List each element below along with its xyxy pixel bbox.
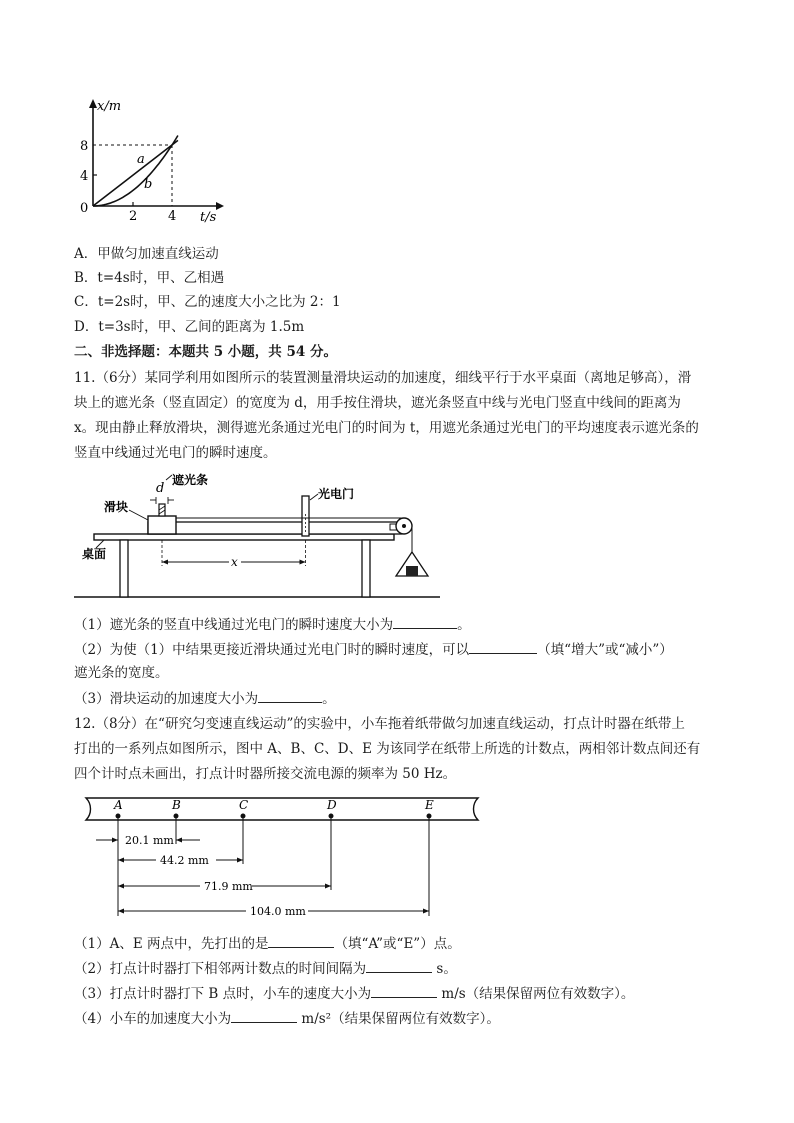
svg-text:E: E [425, 798, 434, 812]
curve-a-label: a [137, 152, 145, 167]
q11-answer-3-blank[interactable] [258, 688, 322, 703]
q12-sub-1: （1）A、E 两点中，先打出的是 （填“A”或“E”）点。 [74, 933, 461, 954]
q12-answer-3-blank[interactable] [371, 983, 437, 998]
option-a-letter: A． [74, 246, 98, 262]
q12-tape-figure [76, 792, 486, 922]
svg-text:B: B [172, 798, 181, 812]
q12-answer-4-blank[interactable] [231, 1008, 297, 1023]
q11-line-1: 11.（6分）某同学利用如图所示的装置测量滑块运动的加速度，细线平行于水平桌面（离地足够高），滑 [74, 370, 692, 386]
svg-text:71.9 mm: 71.9 mm [204, 880, 253, 893]
q12-line-1: 12.（8分）在“研究匀变速直线运动”的实验中，小车拖着纸带做匀加速直线运动，打点计时器在纸带上 [74, 716, 685, 732]
q12-line-2: 打出的一系列点如图所示，图中 A、B、C、D、E 为该同学在纸带上所选的计数点，两相邻计数点间还有 [74, 741, 701, 757]
dimension-ac [118, 854, 243, 867]
shade-strip [159, 504, 165, 516]
svg-text:104.0 mm: 104.0 mm [250, 905, 306, 918]
x-tick-label-2: 2 [129, 209, 138, 224]
q11-apparatus-figure [74, 470, 440, 610]
x-axis-arrow [216, 202, 224, 210]
q11-answer-1-blank[interactable] [393, 614, 457, 629]
q11-sub-2: （2）为使（1）中结果更接近滑块通过光电门时的瞬时速度，可以 （填“增大”或“减小”） [74, 639, 673, 660]
q12-sub-3: （3）打点计时器打下 B 点时，小车的速度大小为 m/s（结果保留两位有效数字）。 [74, 983, 634, 1004]
q11-sub-3: （3）滑块运动的加速度大小为 。 [74, 688, 336, 709]
slider-block [148, 516, 176, 534]
xt-graph-svg [76, 96, 226, 226]
d-label: d [156, 481, 165, 496]
curve-b-label: b [144, 177, 153, 192]
curve-a [93, 140, 178, 206]
q12-tape-svg [76, 792, 486, 922]
table-label: 桌面 [82, 547, 107, 561]
dimension-ae [118, 905, 429, 918]
svg-text:44.2 mm: 44.2 mm [160, 854, 209, 867]
tape-point-d [326, 798, 337, 890]
q12-answer-1-blank[interactable] [268, 933, 334, 948]
table-leg-left [120, 540, 128, 597]
option-b [74, 268, 224, 288]
option-c-letter: C． [74, 294, 98, 310]
option-b-letter: B． [74, 270, 98, 286]
option-d-text: t=3s时，甲、乙间的距离为 1.5m [98, 319, 305, 335]
q11-line-3: x。现由静止释放滑块，测得遮光条通过光电门的时间为 t，用遮光条通过光电门的平均速度表示遮光条的 [74, 420, 699, 436]
q11-answer-2-blank[interactable] [469, 639, 537, 654]
option-a-text: 甲做匀加速直线运动 [97, 246, 219, 262]
svg-text:D: D [327, 798, 337, 812]
option-c [74, 292, 341, 312]
option-c-text: t=2s时，甲、乙的速度大小之比为 2：1 [97, 294, 341, 310]
photogate-label: 光电门 [318, 487, 355, 501]
q11-sub-2-line-2: 遮光条的宽度。 [74, 665, 169, 681]
dimension-ad [118, 880, 331, 893]
air-track [148, 522, 402, 534]
x-tick-label-4: 4 [168, 209, 177, 224]
table-leg-right [362, 540, 370, 597]
xt-graph [76, 96, 226, 226]
x-axis-label: t/s [200, 210, 217, 225]
table-top [94, 534, 394, 540]
option-a [74, 244, 219, 264]
q11-line-2: 块上的遮光条（竖直固定）的宽度为 d，用手按住滑块，遮光条竖直中线与光电门竖直中线间的距离为 [74, 395, 681, 411]
q12-sub-2: （2）打点计时器打下相邻两计数点的时间间隔为 s。 [74, 958, 457, 979]
x-distance-label: x [231, 555, 238, 569]
q12-answer-2-blank[interactable] [366, 958, 432, 973]
y-axis-label: x/m [97, 99, 122, 114]
q11-sub-1: （1）遮光条的竖直中线通过光电门的瞬时速度大小为 。 [74, 614, 471, 635]
svg-text:A: A [114, 798, 123, 812]
option-d [74, 317, 304, 337]
y-axis-arrow [89, 99, 97, 108]
q11-line-4: 竖直中线通过光电门的瞬时速度。 [74, 445, 277, 461]
svg-text:C: C [239, 798, 249, 812]
tape-point-c [239, 798, 248, 864]
svg-text:20.1 mm: 20.1 mm [125, 834, 174, 847]
option-d-letter: D． [74, 319, 99, 335]
slider-label: 滑块 [104, 500, 129, 514]
q11-apparatus-svg [74, 470, 440, 610]
section-2-title: 二、非选择题：本题共 5 小题，共 54 分。 [74, 344, 337, 360]
dimension-ab [96, 834, 200, 847]
shade-strip-label: 遮光条 [172, 473, 209, 487]
q12-sub-4: （4）小车的加速度大小为 m/s²（结果保留两位有效数字）。 [74, 1008, 500, 1029]
y-tick-label-4: 4 [80, 169, 89, 184]
q12-line-3: 四个计时点未画出，打点计时器所接交流电源的频率为 50 Hz。 [74, 766, 457, 782]
origin-label: 0 [80, 201, 89, 216]
paper-tape [86, 798, 478, 820]
option-b-text: t=4s时，甲、乙相遇 [97, 270, 225, 286]
y-tick-label-8: 8 [80, 139, 89, 154]
